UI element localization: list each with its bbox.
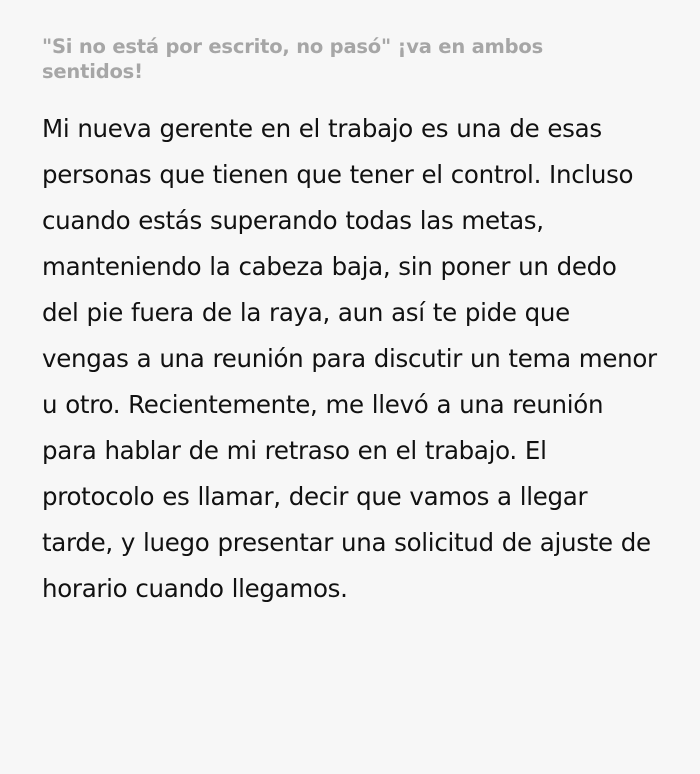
story-title: "Si no está por escrito, no pasó" ¡va en ambos sentidos!	[42, 35, 544, 83]
story-body-text: Mi nueva gerente en el trabajo es una de esas personas que tienen que tener el control. Incluso cuando estás superando todas las metas, manteniendo la cabeza baja, sin poner un dedo del pie fuera de la raya, aun así te pide que vengas a una reunión para discutir un tema menor u otro. Recientemente, me llevó a una reunión para hablar de mi retraso en el trabajo. El protocolo es llamar, decir que vamos a llegar tarde, y luego presentar una solicitud de ajuste de horario cuando llegamos.	[42, 114, 657, 603]
